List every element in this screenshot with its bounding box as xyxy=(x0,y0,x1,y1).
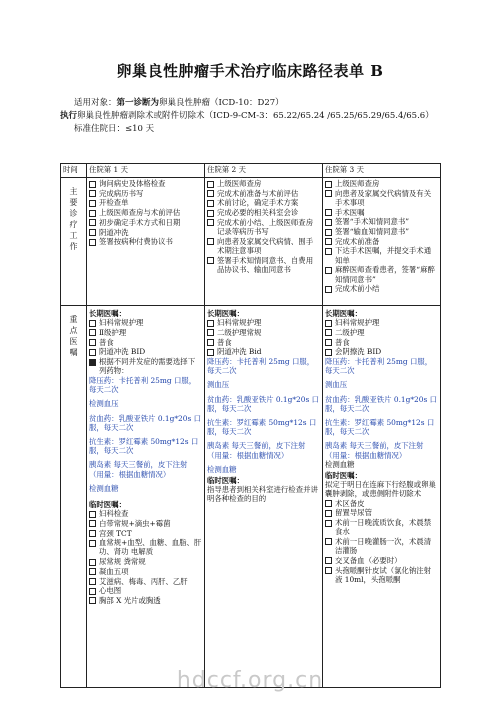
checklist-item xyxy=(89,538,202,556)
day3-antihypertensive: 降压药：卡托普利 25mg 口服，每天二次 xyxy=(325,357,433,376)
orders-row xyxy=(61,306,441,688)
day2-header: 住院第 2 天 xyxy=(205,164,323,178)
checklist-item-text: 签署“输血知情同意书” xyxy=(335,227,410,237)
checklist-item xyxy=(207,347,320,356)
day3-temp-intro: 拟定于明日在连麻下行经腹或卵巢囊肿剥除，或患侧附件切除术 xyxy=(325,480,436,499)
day2-insulin: 胰岛素 每天三餐前，皮下注射（用量：根据血糖情况） xyxy=(207,441,306,460)
checklist-item-text: 胸部 X 光片或胸透 xyxy=(99,595,161,605)
checkbox[interactable] xyxy=(89,530,96,537)
checklist-item-text: 完成病历书写 xyxy=(99,188,144,198)
perform-line xyxy=(60,110,434,123)
checkbox[interactable] xyxy=(207,219,214,226)
checklist-item xyxy=(207,208,320,217)
checkbox[interactable] xyxy=(325,349,332,356)
day2-bp-monitor: 测血压 xyxy=(207,380,230,390)
checklist xyxy=(89,179,202,246)
clinical-path-table xyxy=(60,163,441,688)
day1-header: 住院第 1 天 xyxy=(87,164,205,178)
checklist xyxy=(207,318,320,356)
day2-antibiotic: 抗生素：罗红霉素 50mg*12s 口服，每天二次 xyxy=(207,418,317,437)
checklist-item xyxy=(207,237,320,255)
checklist-item-text: 完成必要的相关科室会诊 xyxy=(217,208,299,218)
day3-orders xyxy=(323,306,441,688)
checklist-item-text: 心电图 xyxy=(99,586,122,596)
checklist-item xyxy=(325,246,438,264)
checkbox[interactable] xyxy=(89,339,96,346)
checklist-item xyxy=(89,347,202,356)
day1-orders xyxy=(87,306,205,688)
day3-anemia-drug: 贫血药：乳酸亚铁片 0.1g*20s 口服，每天二次 xyxy=(325,394,437,413)
checklist-item-text: 开检查单 xyxy=(99,198,129,208)
checklist-item-text: 向患者及家属交代病情及有关手术事项 xyxy=(335,188,432,207)
checklist-item xyxy=(89,586,202,595)
day1-main-work xyxy=(87,178,205,306)
checkbox[interactable] xyxy=(207,257,214,264)
checkbox[interactable] xyxy=(325,238,332,245)
checklist xyxy=(325,179,438,293)
checklist-item-text: 妇科常规护理 xyxy=(335,318,380,328)
document-title: 卵巢良性肿瘤手术治疗临床路径表单 B xyxy=(116,62,384,80)
applicable-line xyxy=(74,97,284,110)
day1-temp-head: 临时医嘱： xyxy=(89,499,126,509)
checklist-item-text: 术前一日晚流质饮食，术晨禁食水 xyxy=(335,518,432,537)
checklist-item-text: 妇科常规护理 xyxy=(99,318,144,328)
stay-line: 标准住院日：≤10 天 xyxy=(74,124,155,134)
checklist-item xyxy=(207,328,320,337)
day3-glucose-monitor: 检测血糖 xyxy=(325,459,355,469)
day1-long-term-head: 长期医嘱： xyxy=(89,309,126,318)
checklist-item xyxy=(325,179,438,188)
checklist-item-text: 头孢哌酮针皮试（氯化钠注射液 10ml，头孢哌酮 xyxy=(335,565,432,584)
checklist-item-text: 上级医师查房与术前评估 xyxy=(99,208,181,218)
day1-anemia-drug: 贫血药：乳酸亚铁片 0.1g*20s 口服，每天二次 xyxy=(89,413,201,432)
checklist xyxy=(89,509,202,605)
checklist-item-text: 术前一日晚灌肠一次，术晨清洁灌肠 xyxy=(335,536,432,556)
checklist-item xyxy=(89,338,202,347)
day1-glucose-monitor: 检测血糖 xyxy=(89,483,119,493)
checkbox[interactable] xyxy=(89,219,96,226)
checklist-item-text: 普食 xyxy=(99,337,114,347)
time-header: 时间 xyxy=(61,164,87,178)
checklist-item-text: 宫颈 TCT xyxy=(99,528,132,538)
checklist-item-text: 上级医师查房 xyxy=(335,179,380,188)
checklist-item xyxy=(325,537,438,555)
checklist-item xyxy=(325,217,438,226)
checkbox[interactable] xyxy=(89,190,96,197)
checklist-item xyxy=(325,499,438,508)
checklist-item xyxy=(207,256,320,274)
checklist-item xyxy=(325,227,438,236)
checklist xyxy=(325,499,438,584)
day3-main-work xyxy=(323,178,441,306)
checklist-item xyxy=(89,529,202,538)
day1-drug-selection: 根据不同并发症的需要选择下列药物： xyxy=(89,357,202,375)
perform-rest: 卵巢良性肿瘤剥除术或附件切除术（ICD-9-CM-3：65.22/65.24 /65.25/65.29/65.4/65.6） xyxy=(77,111,434,121)
checklist xyxy=(325,318,438,356)
day2-temp-head: 临时医嘱： xyxy=(207,476,244,486)
checkbox[interactable] xyxy=(89,597,96,604)
checklist-item-text: 术前讨论，确定手术方案 xyxy=(217,198,299,208)
checklist-item xyxy=(325,338,438,347)
checklist-item-text: 二级护理常规 xyxy=(217,327,262,337)
day3-bp-monitor: 测血压 xyxy=(325,380,348,390)
checkbox[interactable] xyxy=(325,329,332,336)
checklist-item xyxy=(89,189,202,198)
checklist-item-text: Ⅱ级护理 xyxy=(99,327,127,337)
checklist-item xyxy=(325,284,438,293)
checkbox[interactable] xyxy=(89,511,96,518)
day3-antibiotic: 抗生素：罗红霉素 50mg*12s 口服，每天二次 xyxy=(325,418,435,437)
checkbox[interactable] xyxy=(207,238,214,245)
orders-label: 重点医嘱 xyxy=(61,306,87,688)
checkbox[interactable] xyxy=(325,538,332,545)
checkbox[interactable] xyxy=(207,329,214,336)
checklist-item xyxy=(325,237,438,246)
checklist-item xyxy=(207,318,320,327)
checklist-item xyxy=(207,218,320,236)
checklist-item-text: 上级医师查房 xyxy=(217,179,262,188)
checkbox[interactable] xyxy=(207,181,214,188)
checkbox[interactable] xyxy=(89,200,96,207)
checkbox[interactable] xyxy=(89,349,96,356)
watermark: hdccf.org.cn xyxy=(176,668,324,693)
checklist-item xyxy=(325,347,438,356)
checklist-item xyxy=(325,556,438,565)
checklist-item xyxy=(89,596,202,605)
main-work-label: 主要诊疗工作 xyxy=(61,178,87,306)
checklist-item-text: 完成术前准备与术前评估 xyxy=(217,188,299,198)
checklist-item-text: 询问病史及体格检查 xyxy=(99,179,166,188)
checklist-item xyxy=(89,179,202,188)
checklist-item xyxy=(89,208,202,217)
checkbox[interactable] xyxy=(325,339,332,346)
checklist-item-text: 术区备皮 xyxy=(335,498,365,508)
day3-temp-head: 临时医嘱： xyxy=(325,471,362,481)
day2-glucose-monitor: 检测血糖 xyxy=(207,464,237,474)
perform-bold: 执行 xyxy=(60,111,78,121)
day2-antihypertensive: 降压药：卡托普利 25mg 口服，每天二次 xyxy=(207,357,315,376)
checkbox[interactable] xyxy=(207,339,214,346)
day2-anemia-drug: 贫血药：乳酸亚铁片 0.1g*20s 口服，每天二次 xyxy=(207,394,319,413)
checkbox[interactable] xyxy=(325,500,332,507)
day2-temp-text: 指导患者到相关科室进行检查并讲明各种检查的目的 xyxy=(207,485,318,504)
checkbox[interactable] xyxy=(325,229,332,236)
checkbox[interactable] xyxy=(89,210,96,217)
checkbox[interactable] xyxy=(325,190,332,197)
checklist-item-text: 麻醉医师查看患者，签署“麻醉知情同意书” xyxy=(335,265,435,284)
checkbox[interactable] xyxy=(325,510,332,517)
checklist-item-text: 凝血五项 xyxy=(99,566,129,576)
checklist-item xyxy=(89,509,202,518)
checklist-item xyxy=(89,218,202,227)
checklist-item xyxy=(325,208,438,217)
day1-bp-monitor: 检测血压 xyxy=(89,399,119,409)
checkbox[interactable] xyxy=(207,190,214,197)
day2-orders xyxy=(205,306,323,688)
day3-long-term-head: 长期医嘱： xyxy=(325,309,362,318)
checklist-item-text: 完成术前小结、上级医师查房记录等病历书写 xyxy=(217,217,314,237)
checklist-item-text: 普食 xyxy=(217,337,232,347)
checklist-item xyxy=(89,567,202,576)
day2-main-work xyxy=(205,178,323,306)
checkbox[interactable] xyxy=(89,239,96,246)
checklist-item-text: 阴道冲洗 BID xyxy=(99,347,146,357)
checklist-item-text: 完成术前准备 xyxy=(335,236,380,246)
day1-antibiotic: 抗生素：罗红霉素 50mg*12s 口服，每天二次 xyxy=(89,436,199,456)
checkbox[interactable] xyxy=(325,320,332,327)
checkbox[interactable] xyxy=(325,209,332,216)
checklist-item-text: 艾滋病、梅毒、丙肝、乙肝 xyxy=(99,576,188,586)
checklist-item-text: 会阴擦洗 BID xyxy=(335,347,382,357)
checklist-item-text: 下达手术医嘱，并提交手术通知单 xyxy=(335,246,432,265)
main-work-row xyxy=(61,178,441,306)
checklist-item-text: 妇科检查 xyxy=(99,509,129,519)
checkbox[interactable] xyxy=(325,286,332,293)
checkbox[interactable] xyxy=(89,181,96,188)
checklist-item xyxy=(89,519,202,528)
checklist-item-text: 手术医嘱 xyxy=(335,207,365,217)
checklist xyxy=(89,318,202,356)
checklist-item xyxy=(325,265,438,283)
checklist-item xyxy=(325,518,438,536)
checkbox[interactable] xyxy=(89,229,96,236)
checklist-item xyxy=(89,237,202,246)
checklist-item xyxy=(89,577,202,586)
day2-long-term-head: 长期医嘱： xyxy=(207,309,244,318)
checklist-item xyxy=(89,328,202,337)
checklist-item-text: 尿常规 粪常规 xyxy=(99,557,146,567)
checklist-item xyxy=(325,318,438,327)
checklist-item-text: 初步确定手术方式和日期 xyxy=(99,217,181,227)
checkbox[interactable] xyxy=(325,567,332,574)
checkbox[interactable] xyxy=(89,559,96,566)
checklist-item-text: 阴道冲洗 xyxy=(99,227,129,237)
checkbox[interactable] xyxy=(89,540,96,547)
checklist-item xyxy=(325,508,438,517)
checklist-item xyxy=(207,189,320,198)
applicable-prefix: 适用对象： xyxy=(74,98,117,108)
header-row xyxy=(61,164,441,178)
checklist-item xyxy=(207,338,320,347)
checklist-item-text: 阴道冲洗 Bid xyxy=(217,347,262,357)
checkbox[interactable] xyxy=(89,588,96,595)
day1-antihypertensive: 降压药：卡托普利 25mg 口服，每天二次 xyxy=(89,375,197,395)
applicable-rest: 卵巢良性肿瘤（ICD-10：D27） xyxy=(159,98,284,108)
checklist-item-text: 血常规+血型、血糖、血脂、肝功、肾功 电解质 xyxy=(99,538,202,557)
checkbox[interactable] xyxy=(207,200,214,207)
checklist-item-text: 白带常规+滴虫+霉菌 xyxy=(99,518,171,528)
checklist-item-text: 签署按病种付费协议书 xyxy=(99,237,173,247)
checkbox[interactable] xyxy=(89,568,96,575)
day3-header: 住院第 3 天 xyxy=(323,164,441,178)
checkbox[interactable] xyxy=(89,578,96,585)
checkbox[interactable] xyxy=(89,329,96,336)
checklist-item-text: 留置导尿管 xyxy=(335,508,372,518)
checklist-item xyxy=(89,198,202,207)
checkbox[interactable] xyxy=(207,349,214,356)
checklist-item-text: 妇科常规护理 xyxy=(217,318,262,328)
checklist-item xyxy=(207,198,320,207)
checklist-item xyxy=(89,557,202,566)
checkbox[interactable] xyxy=(89,320,96,327)
checklist xyxy=(207,179,320,274)
checklist-item xyxy=(325,566,438,584)
checklist-item-text: 普食 xyxy=(335,337,350,347)
checklist-item xyxy=(325,328,438,337)
day1-insulin: 胰岛素 每天三餐前，皮下注射（用量：根据血糖情况） xyxy=(89,460,188,479)
checklist-item xyxy=(89,318,202,327)
checkbox[interactable] xyxy=(207,210,214,217)
checkbox[interactable] xyxy=(325,219,332,226)
checklist-item xyxy=(89,228,202,237)
day3-insulin: 胰岛素 每天三餐前，皮下注射（用量：根据血糖情况） xyxy=(325,441,424,460)
applicable-bold: 第一诊断为 xyxy=(116,98,160,108)
checkbox[interactable] xyxy=(325,557,332,564)
filled-checkbox[interactable] xyxy=(89,359,96,366)
checkbox[interactable] xyxy=(325,181,332,188)
checkbox[interactable] xyxy=(325,267,332,274)
checkbox[interactable] xyxy=(89,520,96,527)
checkbox[interactable] xyxy=(325,248,332,255)
checklist-item-text: 二级护理 xyxy=(335,327,365,337)
checkbox[interactable] xyxy=(207,320,214,327)
checklist-item-text: 签署手术知情同意书、自费用品协议书、输血同意书 xyxy=(217,255,314,274)
checklist-item xyxy=(325,189,438,207)
checklist-item-text: 向患者及家属交代病情、围手术期注意事项 xyxy=(217,236,314,255)
checkbox[interactable] xyxy=(325,520,332,527)
checklist-item-text: 完成术前小结 xyxy=(335,284,380,294)
checklist-item xyxy=(207,179,320,188)
checklist-item-text: 签署“手术知情同意书” xyxy=(335,217,410,227)
checklist-item-text: 交叉备血（必要时） xyxy=(335,555,402,565)
